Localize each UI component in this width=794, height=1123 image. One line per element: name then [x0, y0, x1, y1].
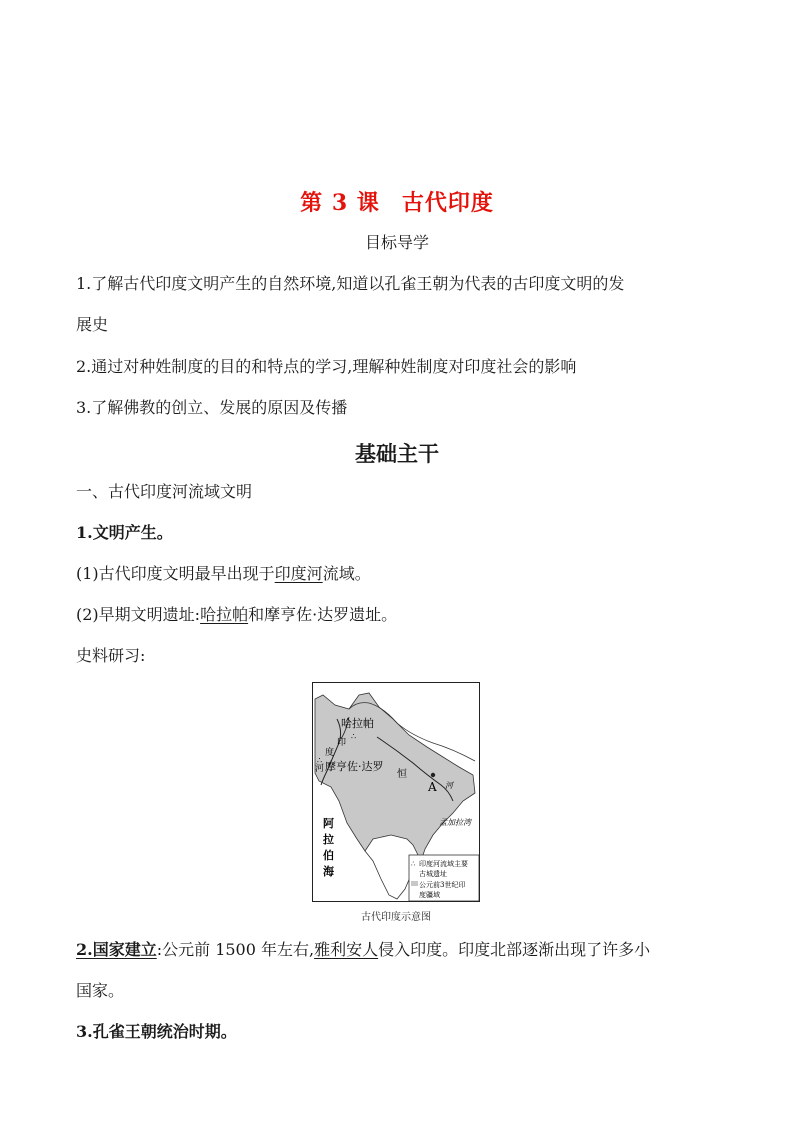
- item-1-1-end: 流域。: [322, 564, 371, 583]
- goal-2: 2.通过对种姓制度的目的和特点的学习,理解种姓制度对印度社会的影响: [76, 357, 577, 376]
- legend-territory-line-2: 度疆域: [419, 891, 440, 899]
- part-1-heading: 一、古代印度河流域文明: [76, 482, 253, 501]
- territory-shape: [315, 693, 475, 861]
- mohenjo-marker: ∴: [317, 756, 323, 765]
- sea-char-1: 阿: [323, 817, 334, 830]
- legend-ruins-line-1: 印度河流域主要: [419, 860, 468, 868]
- item-1-2-answer: 哈拉帕: [200, 605, 249, 624]
- ganges-char: 恒: [397, 769, 407, 780]
- indus-char-3: 河: [315, 764, 325, 774]
- item-1-2-end: 和摩亨佐·达罗遗址。: [248, 605, 398, 624]
- bay-label: 孟加拉湾: [439, 818, 471, 827]
- study-label: 史料研习:: [76, 646, 146, 665]
- item-2-text: 公元前 1500 年左右,: [162, 940, 315, 959]
- goal-3: 3.了解佛教的创立、发展的原因及传播: [76, 398, 348, 417]
- item-2-end: 侵入印度。印度北部逐渐出现了许多小: [378, 940, 651, 959]
- item-2-label: 2.国家建立: [76, 940, 157, 959]
- harappa-marker: ∴: [351, 732, 357, 741]
- ancient-india-map: [312, 682, 480, 902]
- sea-char-4: 海: [323, 865, 334, 878]
- item-1-1-text: (1)古代印度文明最早出现于: [76, 564, 275, 583]
- basics-heading: 基础主干: [355, 441, 439, 466]
- item-1-1-answer: 印度河: [274, 564, 323, 583]
- item-2: [76, 939, 650, 961]
- river-char: 河: [445, 781, 453, 790]
- point-a-label: A: [428, 780, 437, 794]
- map-drawing: [313, 683, 479, 901]
- goal-1-line-1: 1.了解古代印度文明产生的自然环境,知道以孔雀王朝为代表的古印度文明的发: [76, 274, 625, 293]
- map-caption: 古代印度示意图: [361, 912, 431, 923]
- item-1-2-text: (2)早期文明遗址:: [76, 605, 201, 624]
- sea-char-2: 拉: [323, 833, 334, 846]
- item-1-2: [76, 604, 397, 626]
- goals-heading: 目标导学: [364, 233, 429, 252]
- item-3-label: 3.孔雀王朝统治时期。: [76, 1022, 237, 1041]
- item-1-1: [76, 563, 371, 585]
- legend-ruins-line-2: 古城遗址: [419, 870, 447, 878]
- sea-char-3: 伯: [323, 849, 334, 862]
- indus-char-2: 度: [325, 748, 335, 758]
- page-title: [0, 186, 794, 217]
- legend-territory-swatch: [411, 881, 418, 886]
- goal-1-line-2: 展史: [76, 315, 109, 334]
- harappa-label: 哈拉帕: [341, 717, 374, 730]
- lesson-name: 古代印度: [401, 190, 494, 216]
- item-1-label: 1.文明产生。: [76, 523, 173, 542]
- indus-char-1: 印: [337, 738, 347, 748]
- item-2-answer: 雅利安人: [314, 940, 379, 959]
- point-a-marker: [431, 773, 435, 777]
- legend-territory-line-1: 公元前3世纪印: [419, 881, 466, 889]
- item-2-colon: :: [156, 940, 163, 959]
- legend-ruins-icon: ∴: [411, 860, 416, 868]
- item-2-line-2: 国家。: [76, 981, 125, 1000]
- mohenjo-label: 摩亨佐·达罗: [325, 760, 384, 773]
- lesson-number: 第 3 课: [300, 190, 380, 216]
